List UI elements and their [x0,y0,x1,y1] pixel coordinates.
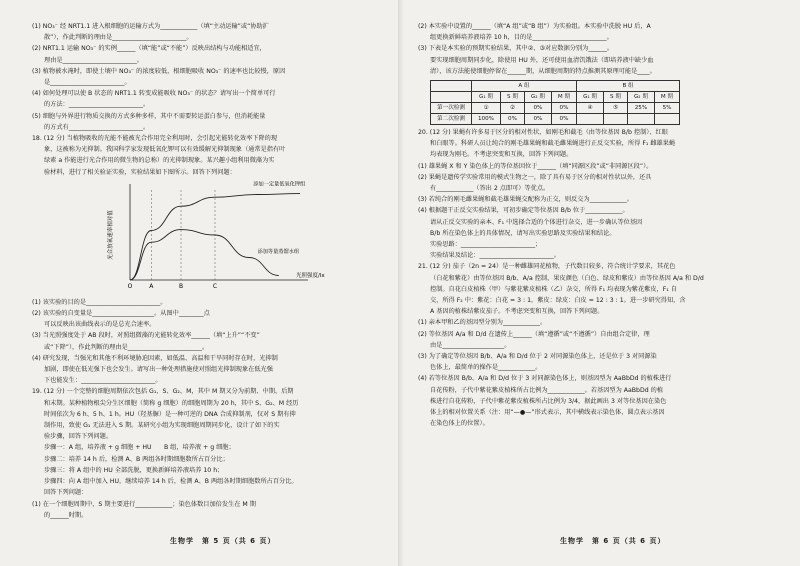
x-tick-label: B [178,282,184,290]
text-line: 的方法：________________________。 [44,101,150,109]
phase-header: S 期 [604,92,628,103]
text-line: A 基因的植株结紫皮茄子。不考虑突变和互换，回答下列问题。 [430,308,604,316]
text-line: 步骤三：将 A 组中的 HU 全部洗脱，更换新鲜培养液培养 10 h； [44,466,224,474]
text-line: 步骤一：A 组，培养液 + g 细胞 + HU B 组，培养液 + g 细胞； [44,444,235,452]
left-page [32,22,402,532]
text-line: 由是____________________。 [430,341,511,349]
left-text-block-2 [32,298,402,521]
text-line: 20. (12 分) 果蝇有许多易于区分的相对性状，如刚毛和截毛（由等位基因 B/b 控制）、红眼 [418,129,668,137]
phase-header: G₁ 期 [471,92,500,103]
text-line: 的方式有________________________。 [44,123,150,131]
result-table [430,80,680,125]
text-line: (3) 植物被水淹时，即使土壤中 NO₃⁻ 的浓度较低，根细胞吸收 NO₃⁻ 的速率也比较慢，原因 [32,67,286,75]
text-line: (4) 若等位基因 B/b、A/a 和 D/d 位于 3 对同源染色体上，则基因型为 AaBbDd 的植株进行 [418,375,672,383]
text-line: (1) NO₃⁻ 经 NRT1.1 进入根细胞的运输方式为____________（填“主动运输”或“协助扩 [32,23,269,30]
text-line: 步骤二：培养 14 h 后，检测 A、B 两组各时期细胞数所占百分比； [44,455,229,463]
table-cell: 0% [551,114,576,125]
table-cell: 0% [500,114,524,125]
text-line: 散”），作此判断的理由是________________________。 [44,34,193,42]
table-cell: ② [500,103,524,114]
text-line: 18. (12 分) 当植物吸收的光能不能被光合作用完全利用时，会引起光能转化效率下降的现 [32,135,278,143]
phase-header: G₂ 期 [524,92,551,103]
text-line: 制作用，致使 G₁ 无法进入 S 期。某研究小组为实现细胞周期同步化，设计了如下的实 [44,422,280,430]
text-line: 实验结果及结论：________________________。 [430,252,560,260]
text-line: (3) 当光照强度处于 AB 段时，对照组微藻的光能转化效率______（填“上升”“不变” [32,332,260,340]
light-chart-svg [102,180,342,296]
left-text-block [32,22,402,178]
phase-header: M 期 [654,92,679,103]
text-line: 要实现细胞周期同步化，除使用 HU 外，还可使用血清饥饿法（即培养液中缺少血 [430,56,654,64]
text-line: 加剧，即使在低光强下也会发生。请写出一种处理措施使对照组光抑制现象在低光强 [44,366,273,374]
text-line: (2) 该实验的自变量是____________________。从图中________点 [32,310,210,318]
footer-left: 生物学 第 5 页（共 6 页） [170,537,276,545]
text-line: 验材料，进行了相关验证实验，实验结果如下图所示。回答下列问题： [44,168,236,176]
group-b-header: B 组 [577,81,680,92]
table-cell: ⑤ [604,103,628,114]
text-line: 清），该方法能使细胞停留在______期，从细胞周期的特点推测其原理可能是____。 [430,67,656,75]
text-line: 色体上，最简单的操作是____________。 [430,364,542,372]
table-row [431,103,680,114]
table-cell [577,114,604,125]
text-line: 时间依次为 6 h、5 h、1 h。HU（羟基脲）是一种可逆的 DNA 合成抑制剂，仅对 S 期有抑 [44,410,296,418]
table-group-row [431,81,680,92]
text-line: (4) 根据题干正反交实验结果，可初步确定等位基因 B/b 位于____________。 [418,207,629,215]
text-line: 验步骤，回答下列问题。 [44,433,113,441]
text-line: (2) 等位基因 A/a 和 D/d 在遗传上______（填“遵循”或“不遵循”）自由组合定律，理 [418,330,650,338]
text-line: (4) 如何处理可以使 B 状态的 NRT1.1 转变成能吸收 NO₃⁻ 的状态？请写出一个简单可行 [32,90,276,98]
text-line: 均表现为刚毛。不考虑突变和互换，回答下列问题。 [430,151,573,159]
legend-label: 添加一定量低氧化钾组 [253,181,306,188]
group-a-header: A 组 [471,81,576,92]
phase-header: G₁ 期 [577,92,604,103]
text-line: 体上的相对位置关系（注：用“—●—”形式表示，其中横线表示染色体，圆点表示基因 [430,409,665,417]
table-cell: 5% [654,103,679,114]
table-cell: 0% [524,103,551,114]
text-line: B/b 所在染色体上的具体情况，请写出实验思路及实验结果和结论。 [430,229,616,237]
table-cell [654,114,679,125]
text-line: 可以反映出该曲线表示的是总光合速率。 [44,321,156,329]
text-line: 自花传粉，子代中紫花紫皮植株所占比例为____________。若基因型为 AaBbDd 的植 [430,386,664,394]
table-phase-row [431,92,680,103]
text-line: 交，所得 F₂ 中：紫花：白花 = 3 : 1，紫皮：绿皮：白皮 = 12 : 3 : 1。进一步研究得知，含 [430,297,686,305]
text-line: 在染色体上的位置）。 [430,420,489,428]
row-label: 第二次检测 [431,114,472,125]
text-line: 组更换新鲜培养液培养 10 h，目的是________________________。 [430,34,613,42]
table-corner-2 [431,92,472,103]
phase-header: M 期 [551,92,576,103]
text-line: 有____________（答出 2 点即可）等优点。 [430,185,550,193]
x-tick-label: C [212,282,218,290]
text-line: 象，这被称为光抑制。我国科学家发现低氧化钾可以有效缓解光抑制现象（通常是指有叶 [44,146,286,154]
text-line: (2) 本实验中设置的______（填“A 组”或“B 组”）为实验组。本实验中洗脱 HU 后，A [418,23,651,30]
text-line: (1) 该实验的目的是________________________。 [32,298,167,306]
footer-right: 生物学 第 6 页（共 6 页） [560,537,666,545]
text-line: 的______时期。 [44,511,88,519]
y-axis-label: 光合放氧速率相对值 [108,210,114,260]
text-line: 21. (12 分) 茄子（2n = 24）是一种雌雄同花植物，子代数目较多，符合统计学要求，其花色 [418,263,676,271]
phase-header: G₂ 期 [627,92,654,103]
text-line: 请从正反交实验的亲本、F₁ 中选择合适的个体进行杂交，进一步确认等位基因 [430,218,643,226]
right-text-block-2 [418,128,788,429]
text-line: 或“下降”），作此判断的理由是________________________。 [44,343,209,351]
text-line: (3) 若纯合的刚毛雌果蝇和截毛雄果蝇交配称为正交，则反交为____________。 [418,196,633,204]
text-line: (1) 亲本甲和乙的基因型分别为____________。 [418,319,547,327]
table-body [431,103,680,125]
right-page [418,22,788,532]
text-line: 株进行自花传粉，子代中紫花紫皮植株所占比例为 3/4，据此画出 3 对等位基因在染色 [430,397,667,405]
text-line: 下也能发生：________________________。 [44,377,162,385]
text-line: 和末期。某种植物根尖分生区细胞（简称 g 细胞）的细胞周期为 20 h，其中 S、G₂、M 经历 [44,399,299,407]
text-line: 步骤四：向 A 组中加入 HU，继续培养 14 h 后，检测 A、B 两组各时期细胞数所占百分比。 [44,478,298,486]
x-axis-label: 光照强度/lx [296,272,325,279]
text-line: 19. (12 分) 一个完整的细胞周期依次包括 G₁、S、G₂、M，其中 M 期又分为前期、中期、后期 [32,388,294,396]
table-cell [604,114,628,125]
text-line: (2) NRT1.1 运输 NO₃⁻ 的实例______（填“能”或“不能”）反映出结构与功能相适宜， [32,45,266,53]
table-cell: 25% [627,103,654,114]
series-line-1 [130,229,279,279]
row-label: 第一次检测 [431,103,472,114]
x-tick-label: A [149,282,154,290]
text-line: （白花和紫花）由等位基因 B/b、A/a 控制，果皮颜色（白色、绿皮和紫皮）由等位基因 A/a 和 D/d [430,274,704,282]
table-cell: 0% [551,103,576,114]
text-line: (1) 雄果蝇 X 和 Y 染色体上的等位基因位于______（填“同源区段”或“非同源区段”）。 [418,162,653,170]
text-line: (1) 在一个细胞周期中，S 期主要进行____________；染色体数目加倍发生在 M 期 [32,500,256,508]
table-cell [627,114,654,125]
text-line: (5) 细胞与外界进行物质交换的方式多种多样，其中不需要转运蛋白参与，但消耗能量 [32,112,266,120]
text-line: 和白眼等。科研人员让纯合的刚毛雄果蝇和截毛雌果蝇进行正反交实验，所得 F₁ 雌雄果蝇 [430,140,676,148]
x-tick-label: O [127,282,133,290]
phase-header: S 期 [500,92,524,103]
text-line: 理由是________________________。 [44,56,143,64]
right-text-block [418,22,788,77]
table-cell: ④ [577,103,604,114]
table-cell: ① [471,103,500,114]
table-cell: 100% [471,114,500,125]
text-line: 实验思路：________________________； [430,241,542,249]
table-row [431,114,680,125]
text-line: (3) 下表是本实验的预期实验结果，其中②、③对应数据分别为______。 [418,45,614,53]
table-cell: 0% [524,114,551,125]
text-line: 是________________________。 [44,79,131,87]
text-line: (2) 果蝇是遗传学实验常用的模式生物之一，除了具有易于区分的相对性状以外，还具 [418,173,652,181]
text-line: 回答下列问题： [44,489,88,497]
text-line: (3) 为了确定等位基因 B/b、A/a 和 D/d 位于 2 对同源染色体上，还是位于 3 对同源染 [418,353,657,361]
text-line: (4) 研究发现，当强光和其他不利环境胁迫因素，如低温、高温和干旱同时存在时，光抑制 [32,354,278,362]
light-chart [102,180,402,296]
legend-label: 添加等量蒸馏水组 [257,248,300,255]
text-line: 控制。自花白皮植株（甲）与紫花紫皮植株（乙）杂交，所得 F₁ 均表现为紫花紫皮，F₁ 自 [430,285,677,293]
table-corner [431,81,472,92]
text-line: 绿素 a 作能进行光合作用的微生物的总称）的光抑制现象。某兴趣小组利用微藻为实 [44,157,275,165]
